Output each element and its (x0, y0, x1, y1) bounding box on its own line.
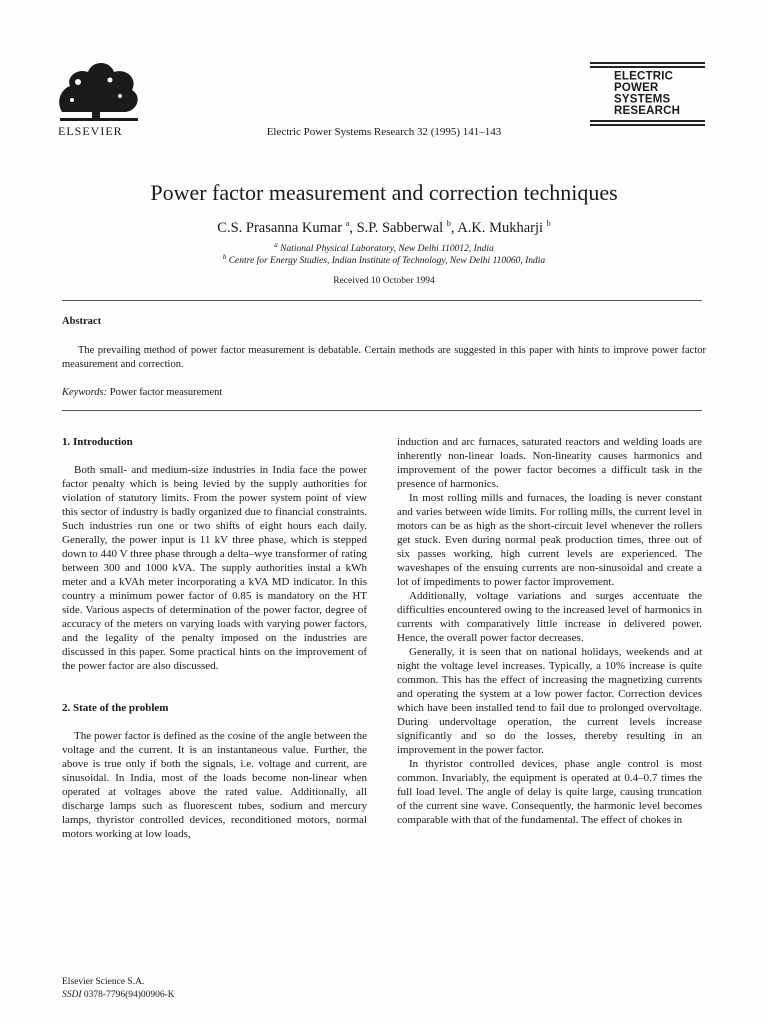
author-affiliation-mark: a (345, 219, 350, 228)
divider (62, 410, 702, 411)
right-column (397, 435, 702, 827)
journal-logo-line: POWER (614, 81, 659, 94)
paragraph: induction and arc furnaces, saturated reactors and welding loads are inherently non-linear loads. Non-linearity causes harmonics and improvement of the power factor becomes a difficult task in the presence of harmonics. (397, 436, 702, 490)
section-heading: 1. Introduction (62, 436, 133, 448)
affiliation (0, 253, 768, 266)
abstract-text: The prevailing method of power factor measurement is debatable. Certain methods are suggested in this paper with hints to improve power factor measurement and correction. (62, 345, 706, 370)
ssdi-label: SSDI (62, 990, 82, 1000)
paragraph: Both small- and medium-size industries in India face the power factor penalty which is being levied by the supply authorities for violation of statutory limits. From the power system point of view this sector of industry is badly organized due to financial constraints. Such industries run one or two shifts of eight hours each daily. Generally, the power input is 11 kV three phase, which is stepped down to 440 V three phase through a delta–wye transformer of rating between 300 and 1000 kVA. The supply authorities instal a kWh meter and a kVAh meter incorporating a kVA MD indicator. In this country a minimum power factor of 0.85 is mandatory on the HT side. Various aspects of determination of the power factor, degree of accuracy of the meters on varying loads with varying power factors, and the legality of the penalty imposed on the industries are discussed in this paper. Some practical hints on the improvement of the power factor are also discussed. (62, 464, 367, 672)
paragraph: Generally, it is seen that on national holidays, weekends and at night the voltage level increases. Typically, a 10% increase is quite common. This has the effect of increasing the magnetizing currents and operating the system at a low power factor. Correction devices which have been installed tend to fail due to prolonged overvoltage. During undervoltage operation, the current levels increase significantly and so do the losses, thereby resulting in an improvement in the power factor. (397, 646, 702, 756)
footer-ssdi (62, 989, 175, 1002)
keywords-value: Power factor measurement (109, 387, 223, 398)
author-affiliation-mark: b (446, 219, 451, 228)
affiliation-text: Centre for Energy Studies, Indian Institute of Technology, New Delhi 110060, India (228, 256, 546, 267)
publisher-name: ELSEVIER (58, 124, 123, 138)
journal-logo-line: ELECTRIC (614, 69, 674, 83)
article-title: Power factor measurement and correction techniques (150, 180, 618, 205)
journal-logo-line: SYSTEMS (614, 92, 671, 106)
author-name: A.K. Mukharji (457, 219, 544, 236)
abstract-heading: Abstract (62, 316, 102, 327)
journal-logo (590, 62, 705, 132)
received-date: Received 10 October 1994 (333, 276, 435, 286)
author-list: C.S. Prasanna Kumar $^a$, S.P. Sabberwal $^b$, A.K. Mukharji $^b$ (217, 219, 551, 236)
keywords (62, 387, 222, 398)
author-name: S.P. Sabberwal (356, 219, 444, 236)
affiliation-mark: b (222, 253, 227, 261)
footer-publisher: Elsevier Science S.A. (62, 977, 145, 987)
ssdi-value: 0378-7796(94)00906-K (83, 990, 175, 1000)
paragraph: Additionally, voltage variations and surges accentuate the difficulties encountered owing to the increased level of harmonics in currents with comparatively little increase in delivered power. Hence, the overall power factor decreases. (397, 590, 702, 644)
author-name: C.S. Prasanna Kumar (217, 219, 343, 236)
author-affiliation-mark: b (546, 219, 551, 228)
section-heading: 2. State of the problem (62, 702, 169, 714)
journal-reference: Electric Power Systems Research 32 (1995) 141–143 (266, 126, 502, 138)
left-column (62, 435, 367, 841)
affiliation-mark: a (274, 241, 278, 249)
keywords-label: Keywords: (62, 387, 108, 398)
paragraph: In thyristor controlled devices, phase angle control is most common. Invariably, the equipment is operated at 0.4–0.7 times the full load level. The angle of delay is quite large, causing truncation of the current sine wave. Consequently, the harmonic level becomes comparable with that of the fundamental. The effect of chokes in (397, 758, 702, 826)
affiliation-text: National Physical Laboratory, New Delhi 110012, India (280, 244, 494, 255)
divider (62, 300, 702, 301)
paragraph: In most rolling mills and furnaces, the loading is never constant and varies between wide limits. For rolling mills, the current level in motors can be as high as the short-circuit level whenever the rollers get stuck. Even during normal peak production times, three out of six passes working, high current levels are experienced. The waveshapes of the ensuing currents are non-sinusoidal and create a lot of impediments to power factor improvement. (397, 492, 702, 588)
footer (62, 976, 175, 1002)
paragraph: The power factor is defined as the cosine of the angle between the voltage and the current. It is an instantaneous value. Further, the above is true only if both the signals, i.e. voltage and current, are sinusoidal. In India, most of the loads become non-linear when operated at voltages above the rated value. Additionally, all discharge lamps such as fluorescent tubes, sodium and mercury lamps, thyristor controlled devices, reconditioned motors, normal motors working at low loads, (62, 730, 367, 840)
journal-logo-line: RESEARCH (614, 104, 681, 118)
